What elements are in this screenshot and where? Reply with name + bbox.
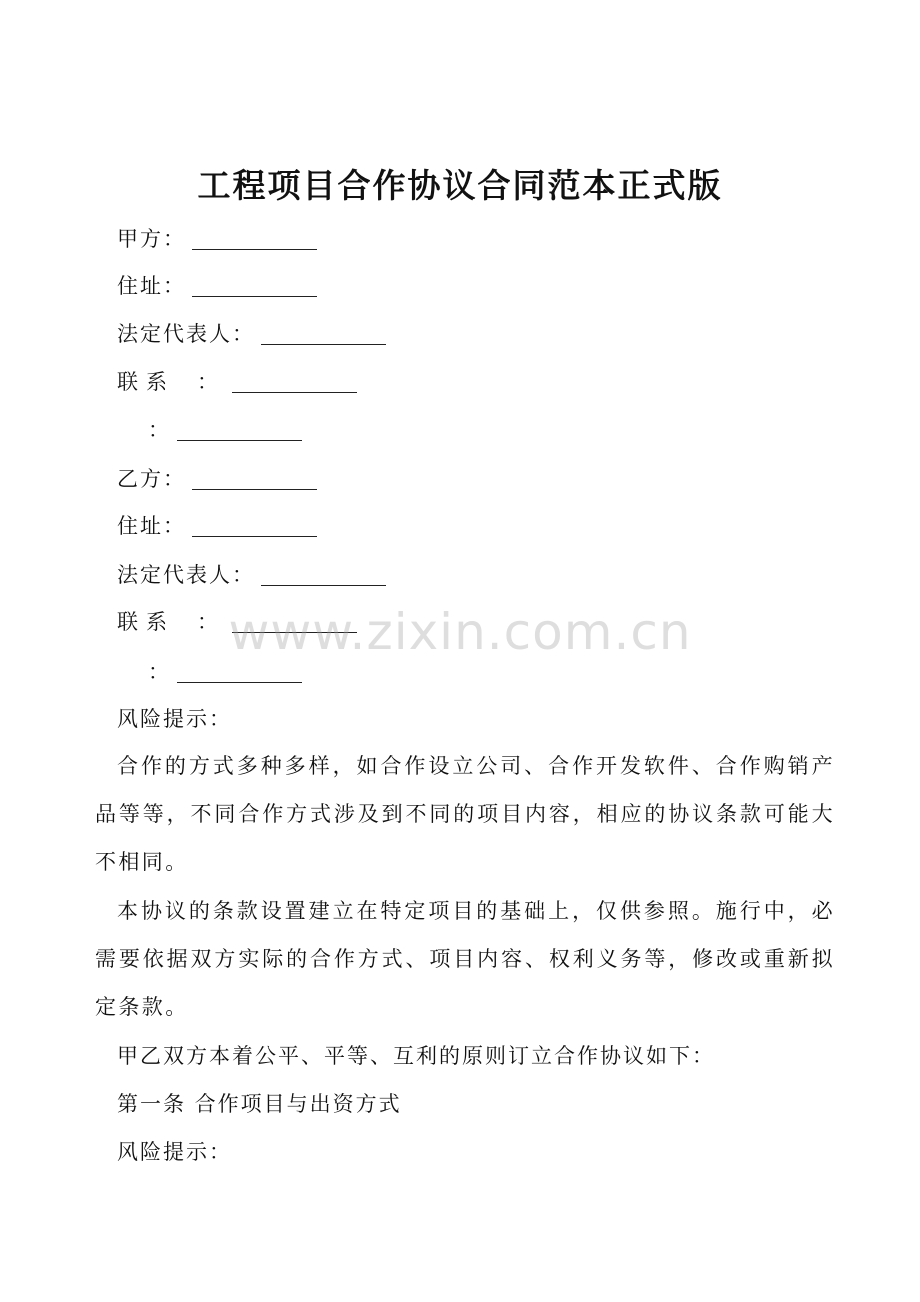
party-a-extra-colon: ： bbox=[148, 418, 171, 442]
party-b-rep-label: 法定代表人： bbox=[117, 563, 255, 587]
party-b-rep-field bbox=[117, 558, 386, 592]
risk-heading-1: 风险提示： bbox=[117, 707, 232, 731]
party-a-contact-field bbox=[117, 365, 357, 399]
party-a-extra-blank bbox=[177, 413, 302, 441]
watermark: www.zixin.com.cn bbox=[228, 603, 692, 661]
party-a-rep-label: 法定代表人： bbox=[117, 322, 255, 346]
party-a-rep-blank bbox=[261, 317, 386, 345]
agreement-line: 甲乙双方本着公平、平等、互利的原则订立合作协议如下： bbox=[117, 1044, 715, 1068]
party-b-contact-blank bbox=[232, 605, 357, 633]
party-b-contact-label: 联系 bbox=[117, 610, 175, 634]
party-b-address-blank bbox=[192, 509, 317, 537]
party-a-contact-label: 联系 bbox=[117, 370, 175, 394]
party-a-address-field bbox=[117, 269, 317, 303]
party-b-address-field bbox=[117, 509, 317, 543]
party-a-address-blank bbox=[192, 269, 317, 297]
party-a-name-label: 甲方： bbox=[117, 227, 186, 251]
party-a-address-label: 住址： bbox=[117, 274, 186, 298]
party-b-address-label: 住址： bbox=[117, 514, 186, 538]
party-a-name-field bbox=[117, 222, 317, 256]
party-b-rep-blank bbox=[261, 558, 386, 586]
party-a-contact-colon: ： bbox=[197, 370, 226, 394]
party-b-contact-field bbox=[117, 605, 357, 639]
article-1-heading: 第一条 合作项目与出资方式 bbox=[117, 1092, 402, 1116]
party-b-contact-colon: ： bbox=[197, 610, 226, 634]
party-b-extra-blank bbox=[177, 655, 302, 683]
party-b-name-blank bbox=[192, 462, 317, 490]
paragraph-1: 合作的方式多种多样，如合作设立公司、合作开发软件、合作购销产品等等，不同合作方式涉及到不同的项目内容，相应的协议条款可能大不相同。 bbox=[95, 754, 835, 874]
party-a-name-blank bbox=[192, 222, 317, 250]
party-a-contact-blank bbox=[232, 365, 357, 393]
document-title: 工程项目合作协议合同范本正式版 bbox=[197, 166, 723, 205]
paragraph-2: 本协议的条款设置建立在特定项目的基础上，仅供参照。施行中，必需要依据双方实际的合作方式、项目内容、权利义务等，修改或重新拟定条款。 bbox=[95, 899, 835, 1019]
party-b-extra-field bbox=[148, 655, 302, 689]
party-b-name-field bbox=[117, 462, 317, 496]
risk-heading-2: 风险提示： bbox=[117, 1140, 232, 1164]
party-a-extra-field bbox=[148, 413, 302, 447]
party-b-extra-colon: ： bbox=[148, 660, 171, 684]
party-a-rep-field bbox=[117, 317, 386, 351]
party-b-name-label: 乙方： bbox=[117, 467, 186, 491]
